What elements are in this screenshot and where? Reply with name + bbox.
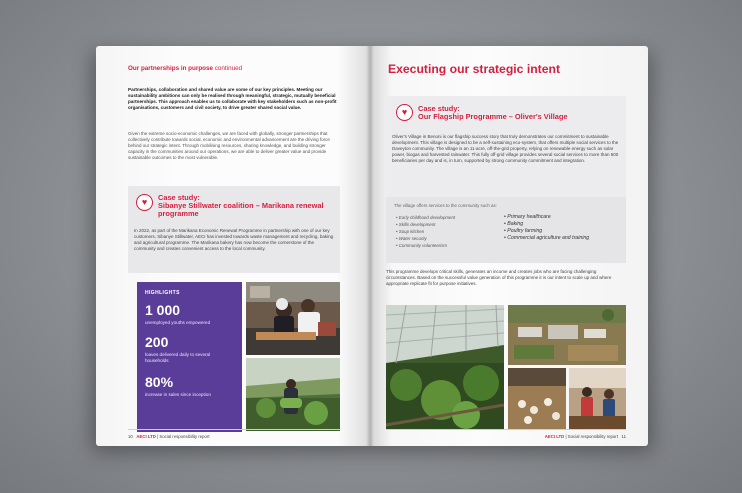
list-item: • Water security <box>396 235 455 242</box>
list-item: • Primary healthcare <box>504 214 589 221</box>
case-study-box-sibanye <box>128 186 340 273</box>
heart-hand-icon: ♥ <box>396 104 413 121</box>
list-item: • Commercial agriculture and training <box>504 235 589 242</box>
footer-rule <box>128 429 340 430</box>
village-aerial-photo <box>508 305 626 365</box>
case-study-body: Oliver's Village in Benoni is our flagship success story that truly demonstrates our commitment to sustainable development. This village is designed to be a self-sustaining eco-system, that offers multiple social services to the Daveyton community. The village is an 11-acre, off-the-grid property, relying on renewable energy such as solar power, biogas and harvested rainwater. This fully off-grid village provides several social services to more than 600 beneficiaries per day and is, in turn, supported by strong community commitment and integration. <box>392 134 619 163</box>
list-item: • Poultry farming <box>504 228 589 235</box>
right-page <box>370 46 648 446</box>
page-number: 10 <box>128 434 133 439</box>
case-study-body: In 2022, as part of the Marikana Economic Renewal Programme in partnership with one of our key customers, Sibanye Stillwater, AECI has invested towards waste management and recycling, baking and agricultural programme. The Marikana bakery has now become the cornerstone of the community and creates convenient access to the local community. <box>134 228 334 251</box>
list-item: • Early childhood development <box>396 214 455 221</box>
poultry-photo <box>508 368 566 429</box>
case-study-title: Case study: Sibanye Stillwater coalition – Marikana renewal programme <box>158 193 324 219</box>
footer-brand: AECI LTD <box>136 434 156 439</box>
list-item: • Soup kitchen <box>396 228 455 235</box>
case-study-box-olivers-village <box>386 96 626 204</box>
footer-right: AECI LTD | Social responsibility report 11 <box>544 434 626 439</box>
footer-brand: AECI LTD <box>544 434 565 439</box>
body-paragraph: Given the extreme socio-economic challenges, we are faced with globally, stronger partnerships that collectively contribute towards social, economic and environmental advancement are the driving force behind our strategic intent. Through mobilising resources, sharing knowledge, and building stronger capacity in the communities around our operations, we are able to deliver greater value and provide sustainable outcomes to the most vulnerable. <box>128 131 330 160</box>
highlight-caption: loaves delivered daily to several households <box>145 352 211 363</box>
heart-hand-icon: ♥ <box>136 194 153 211</box>
footer-left: 10 AECI LTD | Social responsibility report <box>128 434 210 439</box>
left-page <box>96 46 370 446</box>
services-box <box>386 197 626 263</box>
farming-photo <box>246 358 340 431</box>
case-study-title: Case study: Our Flagship Programme – Oliver's Village <box>418 104 568 122</box>
highlights-label: HIGHLIGHTS <box>145 290 180 296</box>
lead-paragraph: Partnerships, collaboration and shared value are some of our key principles. Meeting our sustainability ambitions can only be realised through meaningful, strategic, mutually beneficial partnerships. This approach enables us to collaborate with key stakeholders such as non-profit organisations, customers and civil society, to drive greater shared social value. <box>128 87 337 111</box>
highlight-value: 200 <box>145 334 169 350</box>
list-item: • Skills development <box>396 221 455 228</box>
footer-report: Social responsibility report <box>567 434 618 439</box>
kitchen-photo <box>569 368 626 429</box>
footer-rule <box>386 429 626 430</box>
greenhouse-photo <box>386 305 504 429</box>
page-title: Executing our strategic intent <box>388 62 561 76</box>
section-heading: Our partnerships in purpose continued <box>128 65 243 72</box>
highlight-caption: unemployed youths empowered <box>145 320 211 325</box>
services-list-2 <box>504 214 589 242</box>
page-number: 11 <box>621 434 626 439</box>
highlight-caption: increase in sales since inception <box>145 392 211 397</box>
highlights-panel <box>137 282 242 432</box>
list-item: • Baking <box>504 221 589 228</box>
book-spine <box>366 46 374 446</box>
highlight-value: 80% <box>145 374 174 390</box>
closing-paragraph: This programme develops critical skills, generates an income and creates jobs who are facing challenging circumstances. Based on the successful value generation of this programme it is our intent to scale up and where appropriate replicate fit for purpose initiatives. <box>386 269 612 286</box>
footer-report: Social responsibility report <box>159 434 210 439</box>
services-list-1 <box>396 214 455 249</box>
services-intro: The village offers services to the community such as: <box>394 203 497 208</box>
highlight-value: 1 000 <box>145 302 181 318</box>
list-item: • Community volunteerism <box>396 242 455 249</box>
bakery-photo <box>246 282 340 355</box>
